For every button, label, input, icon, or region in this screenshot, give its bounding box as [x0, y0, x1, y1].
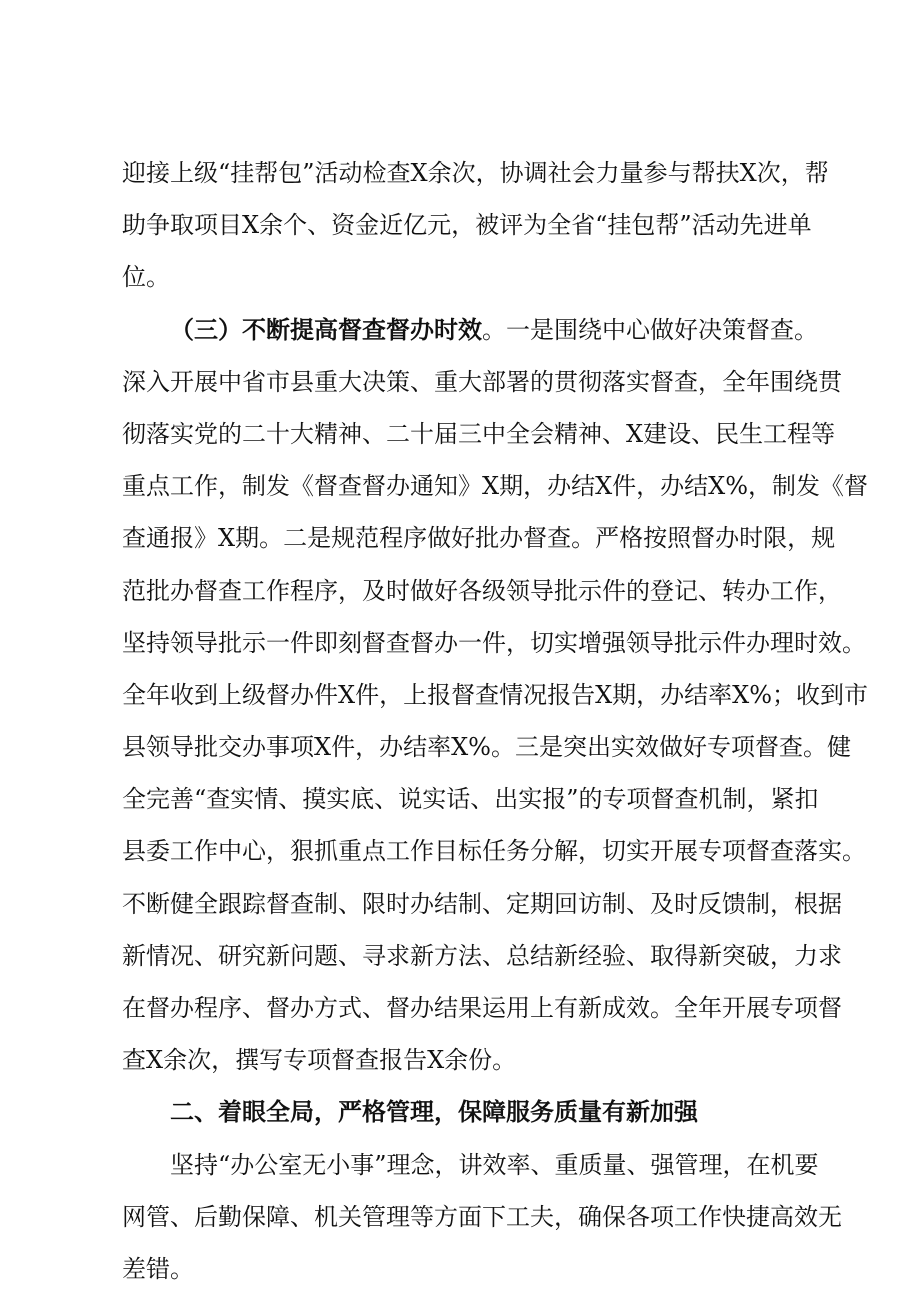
- section-heading: 二、着眼全局，严格管理，保障服务质量有新加强: [170, 1097, 698, 1127]
- text-line: 位。: [122, 263, 170, 292]
- text-line: 查通报》X期。二是规范程序做好批办督查。严格按照督办时限，规: [122, 524, 836, 553]
- text-line: 全完善“查实情、摸实底、说实话、出实报”的专项督查机制，紧扣: [122, 785, 819, 814]
- paragraph-1: [122, 147, 829, 304]
- text-line: 网管、后勤保障、机关管理等方面下工夫，确保各项工作快捷高效无: [122, 1202, 842, 1231]
- text-line: 县委工作中心，狠抓重点工作目标任务分解，切实开展专项督查落实。: [122, 837, 866, 866]
- text-line: 坚持领导批示一件即刻督查督办一件，切实增强领导批示件办理时效。: [122, 628, 866, 657]
- text-line: 助争取项目X余个、资金近亿元，被评为全省“挂包帮”活动先进单: [122, 211, 812, 240]
- text-line: 查X余次，撰写专项督查报告X余份。: [122, 1046, 517, 1075]
- paragraph-3: [122, 1139, 842, 1296]
- text-line: 新情况、研究新问题、寻求新方法、总结新经验、取得新突破，力求: [122, 941, 842, 970]
- heading-2: [122, 1086, 804, 1138]
- text-line: 县领导批交办事项X件，办结率X%。三是突出实效做好专项督查。健: [122, 733, 851, 762]
- text-line: 全年收到上级督办件X件，上报督查情况报告X期，办结率X%；收到市: [122, 680, 869, 709]
- text-line: 差错。: [122, 1254, 194, 1283]
- text-line: 彻落实党的二十大精神、二十届三中全会精神、X建设、民生工程等: [122, 419, 836, 448]
- text-line: 深入开展中省市县重大决策、重大部署的贯彻落实督查，全年围绕贯: [122, 367, 842, 396]
- text-line: 不断健全跟踪督查制、限时办结制、定期回访制、及时反馈制，根据: [122, 889, 842, 918]
- paragraph-2: [122, 304, 869, 1087]
- text-run: 。一是围绕中心做好决策督查。: [482, 315, 818, 344]
- text-line: 在督办程序、督办方式、督办结果运用上有新成效。全年开展专项督: [122, 994, 842, 1022]
- text-line: 迎接上级“挂帮包”活动检查X余次，协调社会力量参与帮扶X次，帮: [122, 159, 829, 187]
- document-page: [122, 147, 869, 1295]
- section-heading-bold: （三）不断提高督查督办时效: [170, 314, 482, 344]
- text-line: 坚持“办公室无小事”理念，讲效率、重质量、强管理，在机要: [170, 1150, 819, 1179]
- text-line: 范批办督查工作程序，及时做好各级领导批示件的登记、转办工作，: [122, 576, 842, 605]
- text-line: 重点工作，制发《督查督办通知》X期，办结X件，办结X%，制发《督: [122, 472, 869, 501]
- text-line: [122, 304, 818, 356]
